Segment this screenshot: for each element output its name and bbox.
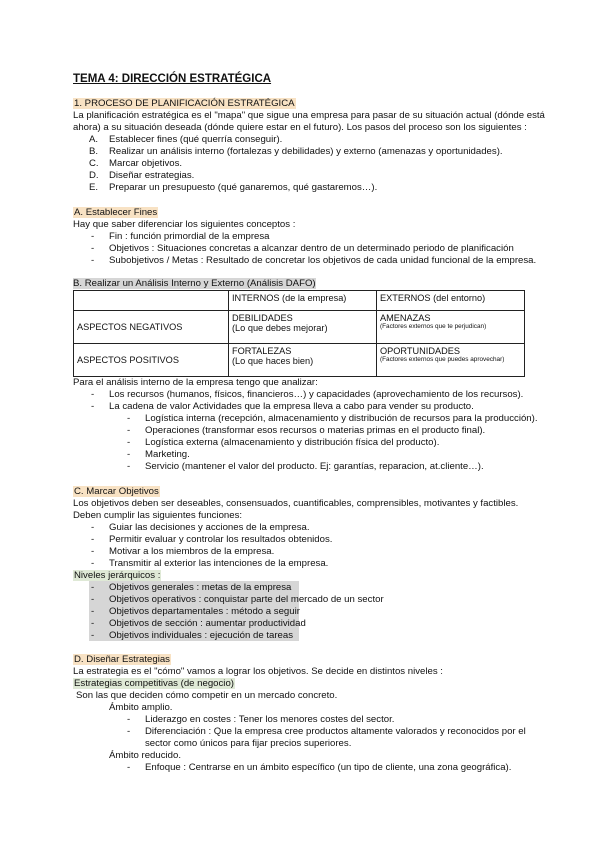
ambito-amplio: Ámbito amplio.: [109, 702, 173, 713]
list-item: Fin : función primordial de la empresa: [109, 231, 270, 242]
sub-list-item-cont: sector como únicos para fijar precios superiores.: [145, 738, 352, 749]
bullet-dash: -: [91, 606, 95, 617]
bullet-dash: -: [127, 413, 131, 424]
dafo-row-positivos: ASPECTOS POSITIVOS: [74, 344, 229, 377]
section-a-heading: A. Establecer Fines: [74, 207, 158, 218]
step-item: C.: [89, 158, 99, 169]
sub-list-item: Enfoque : Centrarse en un ámbito específico (un tipo de cliente, una zona geográfica).: [145, 762, 512, 773]
sub-list-item: Logística interna (recepción, almacenamiento y distribución de recursos para la producción).: [145, 413, 538, 424]
dafo-row-negativos: ASPECTOS NEGATIVOS: [74, 311, 229, 344]
dafo-debilidades: DEBILIDADES (Lo que debes mejorar): [229, 311, 377, 344]
competitivas-heading: Estrategias competitivas (de negocio): [74, 678, 234, 689]
section-1-intro-line2: ahora) a su situación deseada (dónde quiere estar en el futuro). Los pasos del proceso son los siguientes :: [73, 122, 527, 133]
bullet-dash: -: [91, 630, 95, 641]
section-a-intro: Hay que saber diferenciar los siguientes conceptos :: [73, 219, 296, 230]
list-item: Subobjetivos / Metas : Resultado de concretar los objetivos de cada unidad funcional de la empresa.: [109, 255, 537, 266]
list-item: Motivar a los miembros de la empresa.: [109, 546, 275, 557]
list-item: Permitir evaluar y controlar los resultados obtenidos.: [109, 534, 333, 545]
section-c-heading: C. Marcar Objetivos: [74, 486, 159, 497]
bullet-dash: -: [91, 243, 95, 254]
bullet-dash: -: [127, 461, 131, 472]
level-item: Objetivos departamentales : método a seguir: [109, 606, 300, 617]
section-d-intro: La estrategia es el "cómo" vamos a lograr los objetivos. Se decide en distintos niveles :: [73, 666, 443, 677]
bullet-dash: -: [127, 449, 131, 460]
dafo-header-internos: INTERNOS (de la empresa): [229, 291, 377, 311]
sub-list-item: Diferenciación : Que la empresa cree productos altamente valorados y reconocidos por el: [145, 726, 526, 737]
bullet-dash: -: [127, 714, 131, 725]
sub-list-item: Liderazgo en costes : Tener los menores costes del sector.: [145, 714, 395, 725]
bullet-dash: -: [127, 425, 131, 436]
section-b-after: Para el análisis interno de la empresa tengo que analizar:: [73, 377, 318, 388]
step-item: B.: [89, 146, 99, 157]
dafo-oportunidades: OPORTUNIDADES (Factores externos que puedes aprovechar): [377, 344, 525, 377]
step-text: Diseñar estrategias.: [109, 170, 195, 181]
section-1-heading: 1. PROCESO DE PLANIFICACIÓN ESTRATÉGICA: [74, 98, 295, 109]
bullet-dash: -: [91, 546, 95, 557]
level-item: Objetivos generales : metas de la empresa: [109, 582, 292, 593]
dafo-corner-cell: [74, 291, 229, 311]
list-item: Guiar las decisiones y acciones de la empresa.: [109, 522, 310, 533]
bullet-dash: -: [127, 437, 131, 448]
list-item: Transmitir al exterior las intenciones de la empresa.: [109, 558, 329, 569]
sub-list-item: Marketing.: [145, 449, 190, 460]
niveles-heading: Niveles jerárquicos :: [74, 570, 161, 581]
section-c-intro-line1: Los objetivos deben ser deseables, consensuados, cuantificables, comprensibles, motivantes y factibles.: [73, 498, 519, 509]
bullet-dash: -: [91, 389, 95, 400]
step-item: D.: [89, 170, 99, 181]
bullet-dash: -: [91, 594, 95, 605]
bullet-dash: -: [91, 255, 95, 266]
bullet-dash: -: [91, 618, 95, 629]
level-item: Objetivos operativos : conquistar parte del mercado de un sector: [109, 594, 384, 605]
ambito-reducido: Ámbito reducido.: [109, 750, 181, 761]
sub-list-item: Logística externa (almacenamiento y distribución física del producto).: [145, 437, 440, 448]
level-item: Objetivos de sección : aumentar productividad: [109, 618, 306, 629]
section-b-heading: B. Realizar un Análisis Interno y Externo (Análisis DAFO): [73, 278, 316, 289]
bullet-dash: -: [91, 582, 95, 593]
bullet-dash: -: [91, 401, 95, 412]
list-item: Los recursos (humanos, físicos, financieros…) y capacidades (aprovechamiento de los recursos).: [109, 389, 524, 400]
bullet-dash: -: [91, 558, 95, 569]
list-item: La cadena de valor Actividades que la empresa lleva a cabo para vender su producto.: [109, 401, 474, 412]
bullet-dash: -: [127, 726, 131, 737]
bullet-dash: -: [91, 534, 95, 545]
bullet-dash: -: [91, 231, 95, 242]
list-item: Objetivos : Situaciones concretas a alcanzar dentro de un determinado periodo de planificación: [109, 243, 514, 254]
step-text: Preparar un presupuesto (qué ganaremos, qué gastaremos…).: [109, 182, 378, 193]
page-title: TEMA 4: DIRECCIÓN ESTRATÉGICA: [73, 73, 272, 85]
dafo-header-externos: EXTERNOS (del entorno): [377, 291, 525, 311]
sub-list-item: Operaciones (transformar esos recursos o materias primas en el producto final).: [145, 425, 486, 436]
step-text: Establecer fines (qué querría conseguir).: [109, 134, 283, 145]
bullet-dash: -: [127, 762, 131, 773]
bullet-dash: -: [91, 522, 95, 533]
dafo-amenazas: AMENAZAS (Factores externos que te perjudican): [377, 311, 525, 344]
section-1-intro-line1: La planificación estratégica es el "mapa" que sigue una empresa para pasar de su situación actual (dónde está: [73, 110, 545, 121]
section-c-intro-line2: Deben cumplir las siguientes funciones:: [73, 510, 243, 521]
section-d-heading: D. Diseñar Estrategias: [74, 654, 170, 665]
sub-list-item: Servicio (mantener el valor del producto. Ej: garantías, reparacion, at.cliente…).: [145, 461, 484, 472]
step-item: E.: [89, 182, 99, 193]
dafo-fortalezas: FORTALEZAS (Lo que haces bien): [229, 344, 377, 377]
step-item: A.: [89, 134, 99, 145]
level-item: Objetivos individuales : ejecución de tareas: [109, 630, 293, 641]
competitivas-intro: Son las que deciden cómo competir en un mercado concreto.: [76, 690, 338, 701]
step-text: Realizar un análisis interno (fortalezas y debilidades) y externo (amenazas y oportunidades).: [109, 146, 503, 157]
dafo-table: [73, 290, 525, 377]
step-text: Marcar objetivos.: [109, 158, 183, 169]
